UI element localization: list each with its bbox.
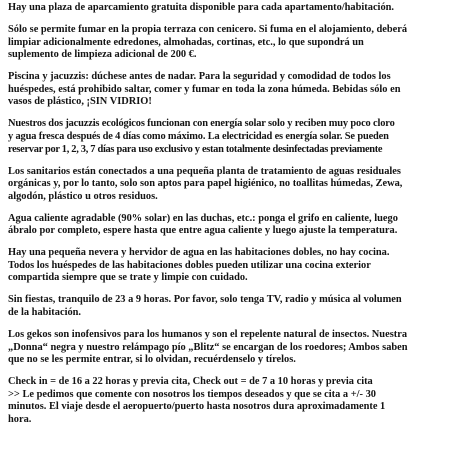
text-line: minutos. El viaje desde el aeropuerto/puerto hasta nosotros dura aproximadamente 1 <box>8 401 386 413</box>
text-line: compartida siempre que se trate y limpie con cuidado. <box>8 272 248 284</box>
text-line: hora. <box>8 413 32 425</box>
text-line: Todos los huéspedes de las habitaciones dobles pueden utilizar una cocina exterior <box>8 259 371 271</box>
paragraph-geckos-pets <box>8 329 446 367</box>
text-line: reservar por 1, 2, 3, 7 días para uso exclusivo y estan totalmente desinfectadas previamente <box>8 143 383 155</box>
paragraph-quiet-hours <box>8 294 446 319</box>
paragraph-jacuzzis <box>8 118 446 156</box>
text-line: Sólo se permite fumar en la propia terraza con cenicero. Si fuma en el alojamiento, deberá <box>8 23 408 35</box>
text-line: Piscina y jacuzzis: dúchese antes de nadar. Para la seguridad y comodidad de todos los <box>8 71 391 83</box>
text-line: Nuestros dos jacuzzis ecológicos funcionan con energía solar solo y reciben muy poco cloro <box>8 118 395 130</box>
text-line: Check in = de 16 a 22 horas y previa cita, Check out = de 7 a 10 horas y previa cita <box>8 376 373 388</box>
text-line: Sin fiestas, tranquilo de 23 a 9 horas. Por favor, solo tenga TV, radio y música al volumen <box>8 294 402 306</box>
paragraph-sanitation <box>8 166 446 204</box>
text-line: suplemento de limpieza adicional de 200 €. <box>8 49 197 61</box>
document-text <box>8 2 446 436</box>
paragraph-parking <box>8 2 446 15</box>
text-line: limpiar adicionalmente edredones, almohadas, cortinas, etc., lo que supondrá un <box>8 36 364 48</box>
text-line: Los sanitarios están conectados a una pequeña planta de tratamiento de aguas residuales <box>8 165 401 177</box>
text-line: Los gekos son inofensivos para los humanos y son el repelente natural de insectos. Nuestra <box>8 329 408 340</box>
paragraph-kitchen <box>8 247 446 285</box>
text-line: que no se les permite entrar, si lo olvidan, recuérdenselo y tírelos. <box>8 354 296 366</box>
text-line: Hay una pequeña nevera y hervidor de agua en las habitaciones dobles, no hay cocina. <box>8 247 390 259</box>
text-line: algodón, plástico u otros residuos. <box>8 190 158 202</box>
text-line: >> Le pedimos que comente con nosotros los tiempos deseados y que se cita a +/- 30 <box>8 388 376 400</box>
text-line: „Donna“ negra y nuestro relámpago pío „Blitz“ se encargan de los roedores; Ambos saben <box>8 341 408 353</box>
text-line: de la habitación. <box>8 307 82 319</box>
paragraph-hot-water <box>8 213 446 238</box>
paragraph-pool-rules <box>8 71 446 109</box>
text-line: Agua caliente agradable (90% solar) en las duchas, etc.: ponga el grifo en caliente, luego <box>8 212 398 224</box>
text-line: huéspedes, está prohibido saltar, comer y fumar en toda la zona húmeda. Bebidas sólo en <box>8 83 401 95</box>
text-line: y agua fresca después de 4 días como máximo. La electricidad es energía solar. Se pueden <box>8 130 389 142</box>
text-line: Hay una plaza de aparcamiento gratuita disponible para cada apartamento/habitación. <box>8 2 395 13</box>
text-line: ábralo por completo, espere hasta que entre agua caliente y luego ajuste la temperatura. <box>8 225 398 237</box>
text-line: orgánicas y, por lo tanto, solo son aptos para papel higiénico, no toallitas húmedas, Zewa, <box>8 178 403 190</box>
paragraph-smoking <box>8 24 446 62</box>
paragraph-check-in-out <box>8 376 446 426</box>
text-line: vasos de plástico, ¡SIN VIDRIO! <box>8 96 152 108</box>
